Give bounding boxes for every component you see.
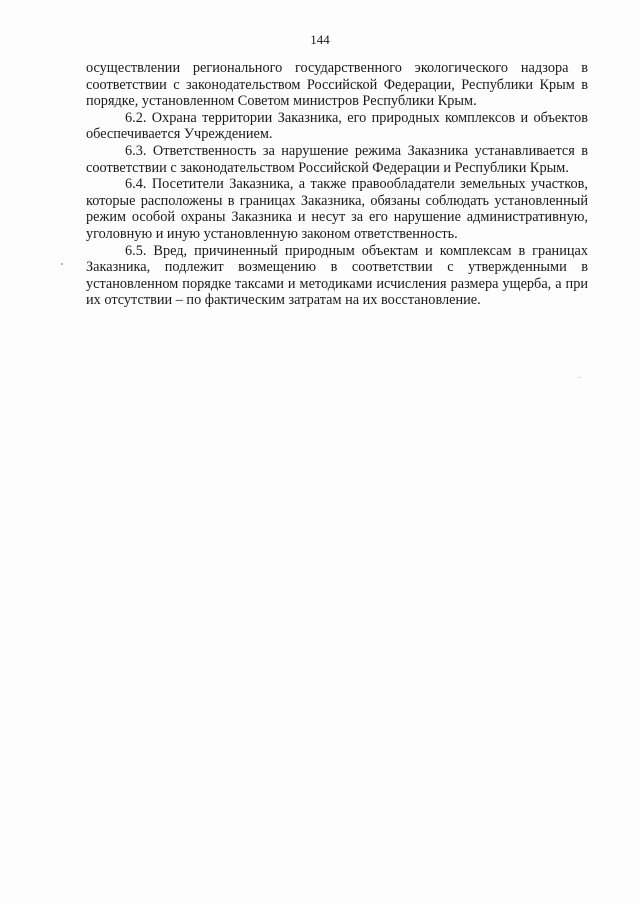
scan-speck xyxy=(61,263,63,265)
scan-speck xyxy=(579,377,580,378)
paragraph-continuation: осуществлении регионального государственного экологического надзора в соответствии с законодательством Российской Федерации, Республики Крым в порядке, установленном Советом министров Республики Крым. xyxy=(86,60,588,110)
paragraph-6-5: 6.5. Вред, причиненный природным объектам и комплексам в границах Заказника, подлежит возмещению в соответствии с утвержденными в установленном порядке таксами и методиками исчисления размера ущерба, а при их отсутствии – по фактическим затратам на их восстановление. xyxy=(86,242,588,309)
paragraph-6-2: 6.2. Охрана территории Заказника, его природных комплексов и объектов обеспечивается Учреждением. xyxy=(86,109,588,143)
page-number: 144 xyxy=(310,32,330,47)
paragraph-6-4: 6.4. Посетители Заказника, а также правообладатели земельных участков, которые расположены в границах Заказника, обязаны соблюдать установленный режим особой охраны Заказника и несут за его нарушение административную, уголовную и иную установленную законом ответственность. xyxy=(86,176,588,242)
paragraph-6-3: 6.3. Ответственность за нарушение режима Заказника устанавливается в соответствии с законодательством Российской Федерации и Республики Крым. xyxy=(86,142,588,176)
document-body xyxy=(86,60,588,309)
